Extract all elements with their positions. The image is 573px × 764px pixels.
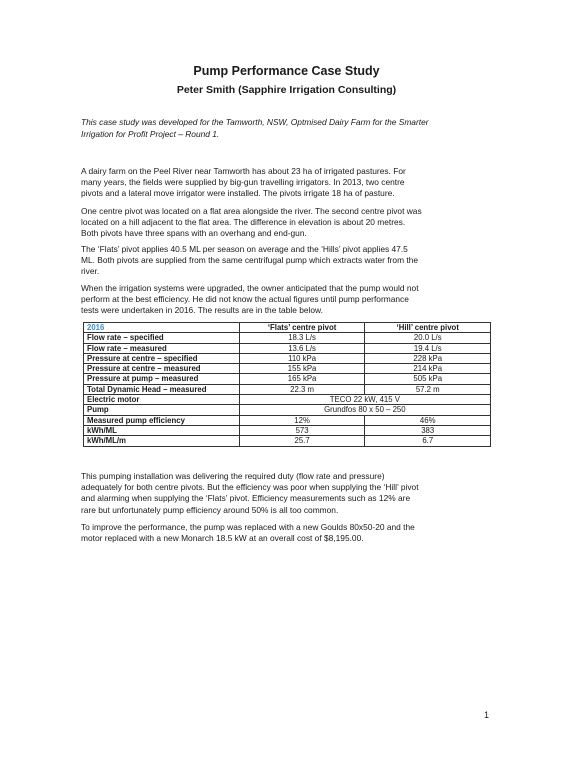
table-row	[84, 405, 491, 415]
table-header-year: 2016	[84, 323, 240, 333]
paragraph-pivot-locations	[81, 206, 493, 240]
row-label: Pressure at pump – measured	[84, 374, 240, 384]
intro-note	[81, 117, 491, 140]
table-row	[84, 436, 491, 446]
flats-value: 13.6 L/s	[239, 343, 365, 353]
text-line: motor replaced with a new Monarch 18.5 kW at an overall cost of $8,195.00.	[81, 533, 364, 544]
table-row	[84, 415, 491, 425]
hill-value: 383	[365, 425, 491, 435]
table-row	[84, 333, 491, 343]
row-label: kWh/ML	[84, 425, 240, 435]
flats-value: 12%	[239, 415, 365, 425]
text-line: The ‘Flats’ pivot applies 40.5 ML per season on average and the ‘Hills’ pivot applies 47.5	[81, 244, 408, 254]
row-label: Pressure at centre – measured	[84, 364, 240, 374]
hill-value: 20.0 L/s	[365, 333, 491, 343]
table-header-row	[84, 323, 491, 333]
paragraph-farm-overview	[81, 166, 493, 200]
table-header-hill: ‘Hill’ centre pivot	[365, 323, 491, 333]
text-line: rare but unfortunately pump efficiency around 50% is all too common.	[81, 504, 339, 515]
text-line: perform at the best efficiency. He did not know the actual figures until pump performance	[81, 294, 409, 305]
flats-value: 25.7	[239, 436, 365, 446]
text-line: many years, the fields were supplied by big-gun travelling irrigators. In 2013, two centre	[81, 177, 405, 188]
paragraph-pivot-application	[81, 244, 493, 278]
row-label: Total Dynamic Head – measured	[84, 384, 240, 394]
flats-value: 155 kPa	[239, 364, 365, 374]
page-number: 1	[484, 710, 490, 720]
hill-value: 505 kPa	[365, 374, 491, 384]
paragraph-upgrade-tests	[81, 283, 493, 317]
hill-value: 46%	[365, 415, 491, 425]
flats-value: 165 kPa	[239, 374, 365, 384]
text-line: Both pivots have three spans with an overhang and end-gun.	[81, 228, 307, 239]
row-label: Electric motor	[84, 395, 240, 405]
row-label: Pressure at centre – specified	[84, 353, 240, 363]
text-line: ML. Both pivots are supplied from the same centrifugal pump which extracts water from the	[81, 255, 419, 266]
table-row	[84, 384, 491, 394]
text-line: One centre pivot was located on a flat area alongside the river. The second centre pivot was	[81, 206, 422, 216]
hill-value: 19.4 L/s	[365, 343, 491, 353]
flats-value: 110 kPa	[239, 353, 365, 363]
flats-value: 22.3 m	[239, 384, 365, 394]
table-header-flats: ‘Flats’ centre pivot	[239, 323, 365, 333]
text-line: When the irrigation systems were upgraded, the owner anticipated that the pump would not	[81, 283, 419, 293]
text-line: adequately for both centre pivots. But the efficiency was poor when supplying the ‘Hill’ pivot	[81, 482, 419, 493]
table-row	[84, 343, 491, 353]
hill-value: 6.7	[365, 436, 491, 446]
table-row	[84, 425, 491, 435]
text-line: river.	[81, 266, 100, 277]
hill-value: 214 kPa	[365, 364, 491, 374]
intro-line: This case study was developed for the Tamworth, NSW, Optmised Dairy Farm for the Smarter	[81, 117, 429, 127]
text-line: A dairy farm on the Peel River near Tamworth has about 23 ha of irrigated pastures. For	[81, 166, 406, 176]
document-subtitle: Peter Smith (Sapphire Irrigation Consulting)	[176, 84, 397, 96]
shared-value: Grundfos 80 x 50 – 250	[239, 405, 490, 415]
text-line: To improve the performance, the pump was replaced with a new Goulds 80x50-20 and the	[81, 522, 415, 532]
flats-value: 573	[239, 425, 365, 435]
hill-value: 228 kPa	[365, 353, 491, 363]
row-label: Flow rate – specified	[84, 333, 240, 343]
shared-value: TECO 22 kW, 415 V	[239, 395, 490, 405]
paragraph-improvement	[81, 522, 493, 544]
text-line: This pumping installation was delivering the required duty (flow rate and pressure)	[81, 471, 385, 481]
pump-results-table	[83, 322, 491, 447]
table-row	[84, 364, 491, 374]
table-row	[84, 374, 491, 384]
text-line: tests were undertaken in 2016. The results are in the table below.	[81, 305, 323, 316]
text-line: and alarming when supplying the ‘Flats’ pivot. Efficiency measurements such as 12% are	[81, 493, 411, 504]
table-row	[84, 395, 491, 405]
row-label: kWh/ML/m	[84, 436, 240, 446]
table-row	[84, 353, 491, 363]
row-label: Measured pump efficiency	[84, 415, 240, 425]
paragraph-efficiency-assessment	[81, 471, 493, 516]
intro-line: Irrigation for Profit Project – Round 1.	[81, 128, 220, 139]
document-title: Pump Performance Case Study	[193, 64, 380, 78]
row-label: Flow rate – measured	[84, 343, 240, 353]
flats-value: 18.3 L/s	[239, 333, 365, 343]
row-label: Pump	[84, 405, 240, 415]
text-line: pivots and a lateral move irrigator were installed. The pivots irrigate 18 ha of pasture.	[81, 188, 395, 199]
text-line: located on a hill adjacent to the flat area. The difference in elevation is about 20 metres.	[81, 217, 406, 228]
hill-value: 57.2 m	[365, 384, 491, 394]
